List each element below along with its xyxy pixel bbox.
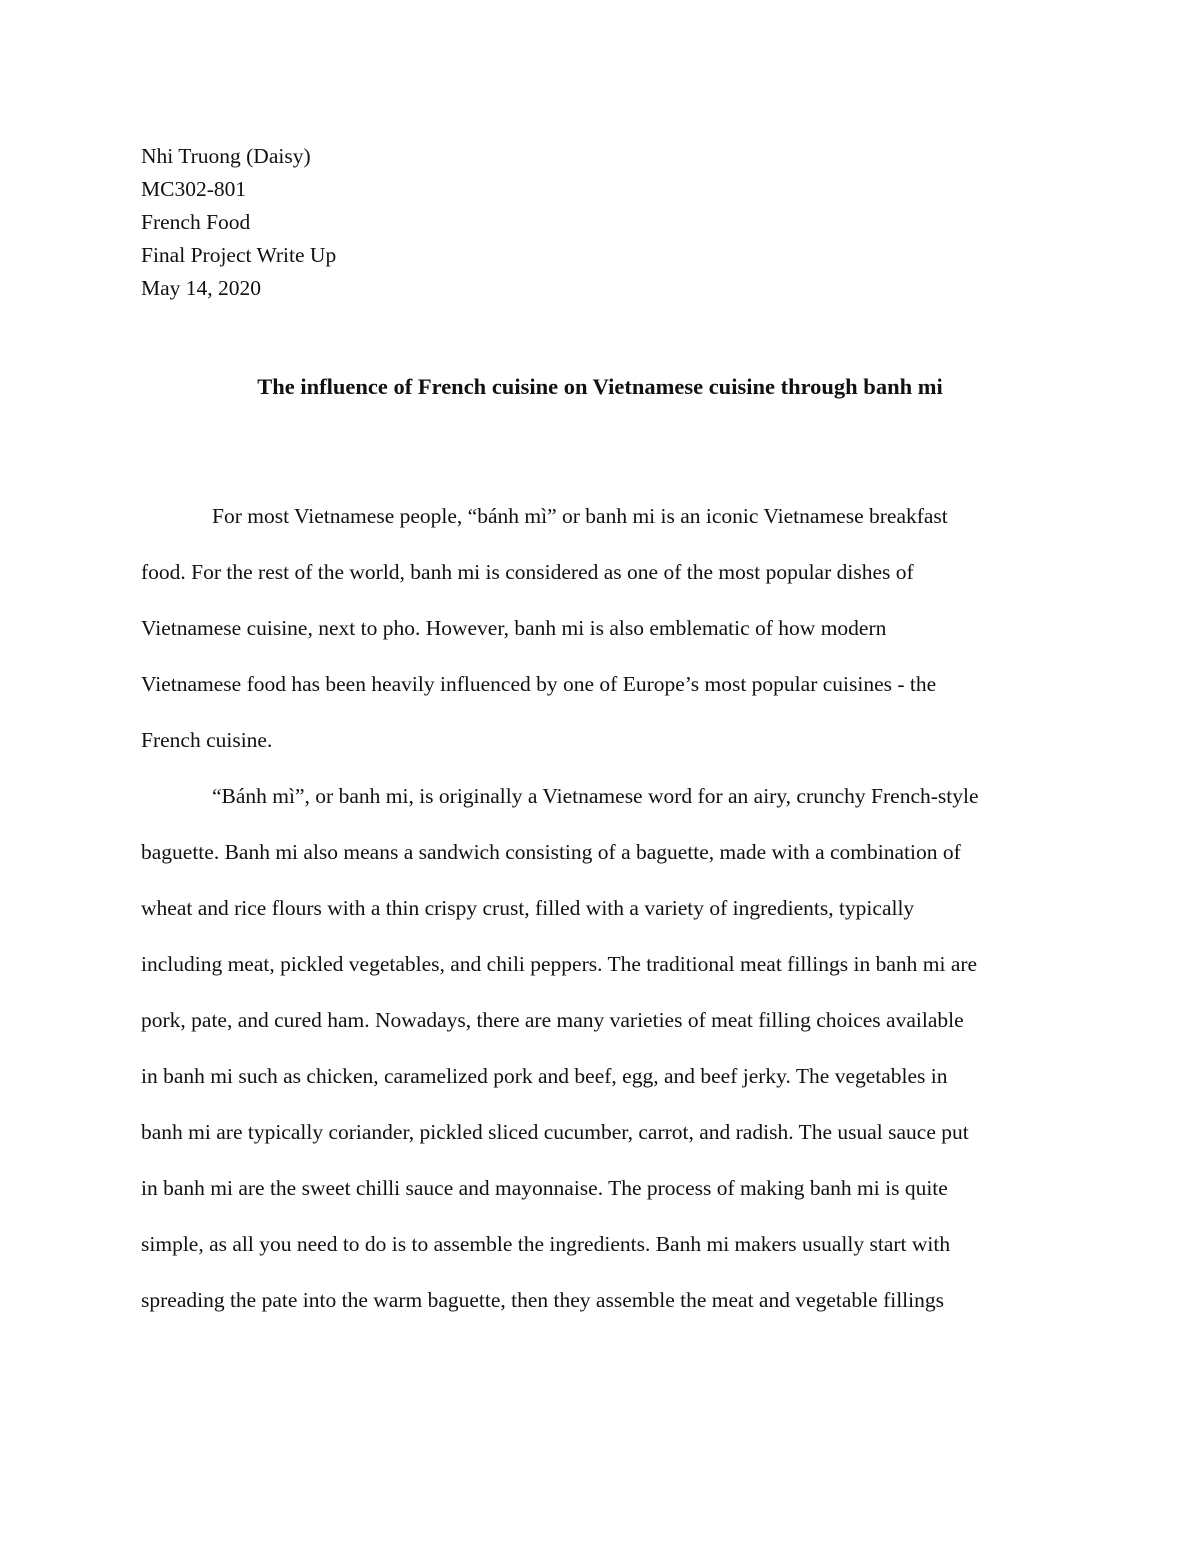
body-line: banh mi are typically coriander, pickled sliced cucumber, carrot, and radish. The usual sauce put	[141, 1120, 969, 1144]
body-line: French cuisine.	[141, 728, 273, 752]
body-line: wheat and rice flours with a thin crispy crust, filled with a variety of ingredients, typically	[141, 896, 915, 920]
assignment-name: Final Project Write Up	[141, 243, 337, 267]
document-date: May 14, 2020	[141, 276, 262, 300]
author-name: Nhi Truong (Daisy)	[141, 144, 311, 168]
body-line: including meat, pickled vegetables, and chili peppers. The traditional meat fillings in banh mi are	[141, 952, 978, 976]
course-code: MC302-801	[141, 177, 247, 201]
body-line: pork, pate, and cured ham. Nowadays, there are many varieties of meat filling choices available	[141, 1008, 964, 1032]
body-line: in banh mi such as chicken, caramelized pork and beef, egg, and beef jerky. The vegetables in	[141, 1064, 948, 1088]
body-line: Vietnamese cuisine, next to pho. However, banh mi is also emblematic of how modern	[141, 616, 887, 640]
body-line: baguette. Banh mi also means a sandwich consisting of a baguette, made with a combination of	[141, 840, 961, 864]
document-title: The influence of French cuisine on Vietnamese cuisine through banh mi	[257, 374, 943, 399]
body-line: food. For the rest of the world, banh mi is considered as one of the most popular dishes of	[141, 560, 914, 584]
body-line: “Bánh mì”, or banh mi, is originally a Vietnamese word for an airy, crunchy French-style	[212, 784, 979, 808]
body-line: spreading the pate into the warm baguette, then they assemble the meat and vegetable fillings	[141, 1288, 944, 1312]
body-line: For most Vietnamese people, “bánh mì” or banh mi is an iconic Vietnamese breakfast	[212, 504, 948, 528]
body-line: Vietnamese food has been heavily influenced by one of Europe’s most popular cuisines - the	[141, 672, 937, 696]
header-block	[141, 140, 841, 305]
body-line: in banh mi are the sweet chilli sauce and mayonnaise. The process of making banh mi is quite	[141, 1176, 948, 1200]
body-line: simple, as all you need to do is to assemble the ingredients. Banh mi makers usually start with	[141, 1232, 951, 1256]
class-name: French Food	[141, 210, 251, 234]
